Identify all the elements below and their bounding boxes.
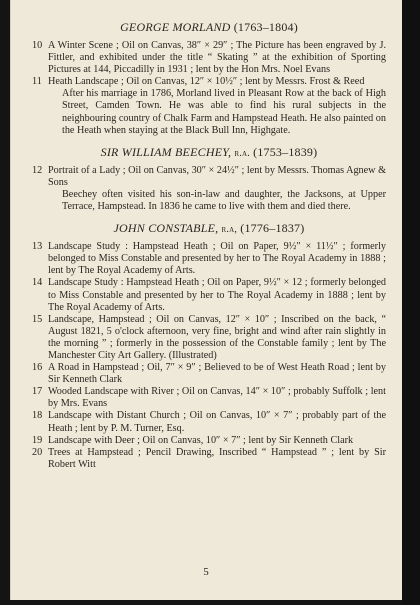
entry-number: 17 <box>32 386 43 398</box>
entry-text: Wooded Landscape with River ; Oil on Canvas, 14″ × 10″ ; probably Suffolk ; lent by Mrs. Evans <box>48 386 386 410</box>
catalogue-page <box>10 0 402 600</box>
catalogue-entry <box>32 410 386 434</box>
artist-dates: (1776–1837) <box>240 221 305 236</box>
entry-text: Landscape Study : Hampstead Heath ; Oil on Paper, 9½″ × 11½″ ; formerly belonged to Miss Constable and presented by her to The Royal Academy in 1888 ; lent by The Royal Academy of Arts. <box>48 241 386 277</box>
artist-degree: r.a. <box>234 147 250 159</box>
catalogue-entry <box>32 386 386 410</box>
artist-note: After his marriage in 1786, Morland lived in Pleasant Row at the back of High Street, Camden Town. He was able to find his rural subjects in the neighbouring country of Chalk Farm and Hampstead Heath. He also painted on the Heath when staying at the Black Bull Inn, Highgate. <box>62 88 386 136</box>
entry-number: 13 <box>32 241 43 253</box>
artist-degree: r.a, <box>221 224 238 236</box>
entry-number: 20 <box>32 446 43 458</box>
entry-text: Landscape, Hampstead ; Oil on Canvas, 12″ × 10″ ; Inscribed on the back, “ August 1821, 5 o'clock afternoon, very fine, bright and wind after rain slightly in the morning ” ; formerly in the possession of the Constable family ; lent by The Manchester City Art Gallery. (Illustrated) <box>48 313 386 361</box>
artist-heading <box>32 221 386 236</box>
entry-number: 19 <box>32 434 43 446</box>
section-beechey <box>32 145 386 213</box>
entry-number: 14 <box>32 277 43 289</box>
catalogue-entry <box>32 165 386 189</box>
entry-number: 16 <box>32 362 43 374</box>
catalogue-entry <box>32 277 386 313</box>
entry-number: 18 <box>32 410 43 422</box>
page-number: 5 <box>203 566 209 578</box>
catalogue-entry <box>32 435 386 447</box>
artist-name: JOHN CONSTABLE, <box>113 221 219 236</box>
entry-text: A Winter Scene ; Oil on Canvas, 38″ × 29″ ; The Picture has been engraved by J. Fittler, and exhibited under the title “ Skating ” at the exhibition of Sporting Pictures at 144, Piccadilly in 1931 ; lent by the Hon Mrs. Noel Evans <box>48 40 386 76</box>
entry-text: Portrait of a Lady ; Oil on Canvas, 30″ × 24½″ ; lent by Messrs. Thomas Agnew & Sons <box>48 164 386 188</box>
artist-dates: (1763–1804) <box>233 20 298 34</box>
entry-text: Trees at Hampstead ; Pencil Drawing, Inscribed “ Hampstead ” ; lent by Sir Robert Witt <box>48 446 386 470</box>
entry-number: 10 <box>32 40 43 51</box>
catalogue-entry <box>32 241 386 277</box>
catalogue-entry <box>32 447 386 471</box>
artist-name: GEORGE MORLAND <box>120 20 231 34</box>
artist-note: Beechey often visited his son-in-law and daughter, the Jacksons, at Upper Terrace, Hampstead. In 1836 he came to live with them and died there. <box>62 188 386 213</box>
catalogue-entry <box>32 76 386 88</box>
catalogue-entry <box>32 362 386 386</box>
entry-text: Landscape Study : Hampstead Heath ; Oil on Paper, 9½″ × 12 ; formerly belonged to Miss Constable and presented by her to The Royal Academy in 1888 ; lent by The Royal Academy of Arts. <box>48 277 386 313</box>
entry-text: A Road in Hampstead ; Oil, 7″ × 9″ ; Believed to be of West Heath Road ; lent by Sir Kenneth Clark <box>48 362 386 386</box>
section-morland <box>32 20 386 137</box>
scan-border <box>402 0 420 605</box>
catalogue-entry <box>32 314 386 362</box>
artist-dates: (1753–1839) <box>253 144 318 159</box>
artist-name: SIR WILLIAM BEECHEY, <box>100 144 232 159</box>
entry-text: Landscape with Deer ; Oil on Canvas, 10″ × 7″ ; lent by Sir Kenneth Clark <box>48 434 354 446</box>
entry-number: 12 <box>32 164 43 176</box>
entry-number: 11 <box>32 76 42 88</box>
entry-text: Heath Landscape ; Oil on Canvas, 12″ × 10½″ ; lent by Messrs. Frost & Reed <box>48 76 365 88</box>
entry-number: 15 <box>32 313 43 325</box>
artist-heading <box>32 145 386 160</box>
catalogue-entry <box>32 40 386 76</box>
section-constable <box>32 221 386 471</box>
artist-heading <box>32 20 386 35</box>
entry-text: Landscape with Distant Church ; Oil on Canvas, 10″ × 7″ ; probably part of the Heath ; lent by P. M. Turner, Esq. <box>48 410 386 434</box>
catalogue-content <box>32 20 386 479</box>
